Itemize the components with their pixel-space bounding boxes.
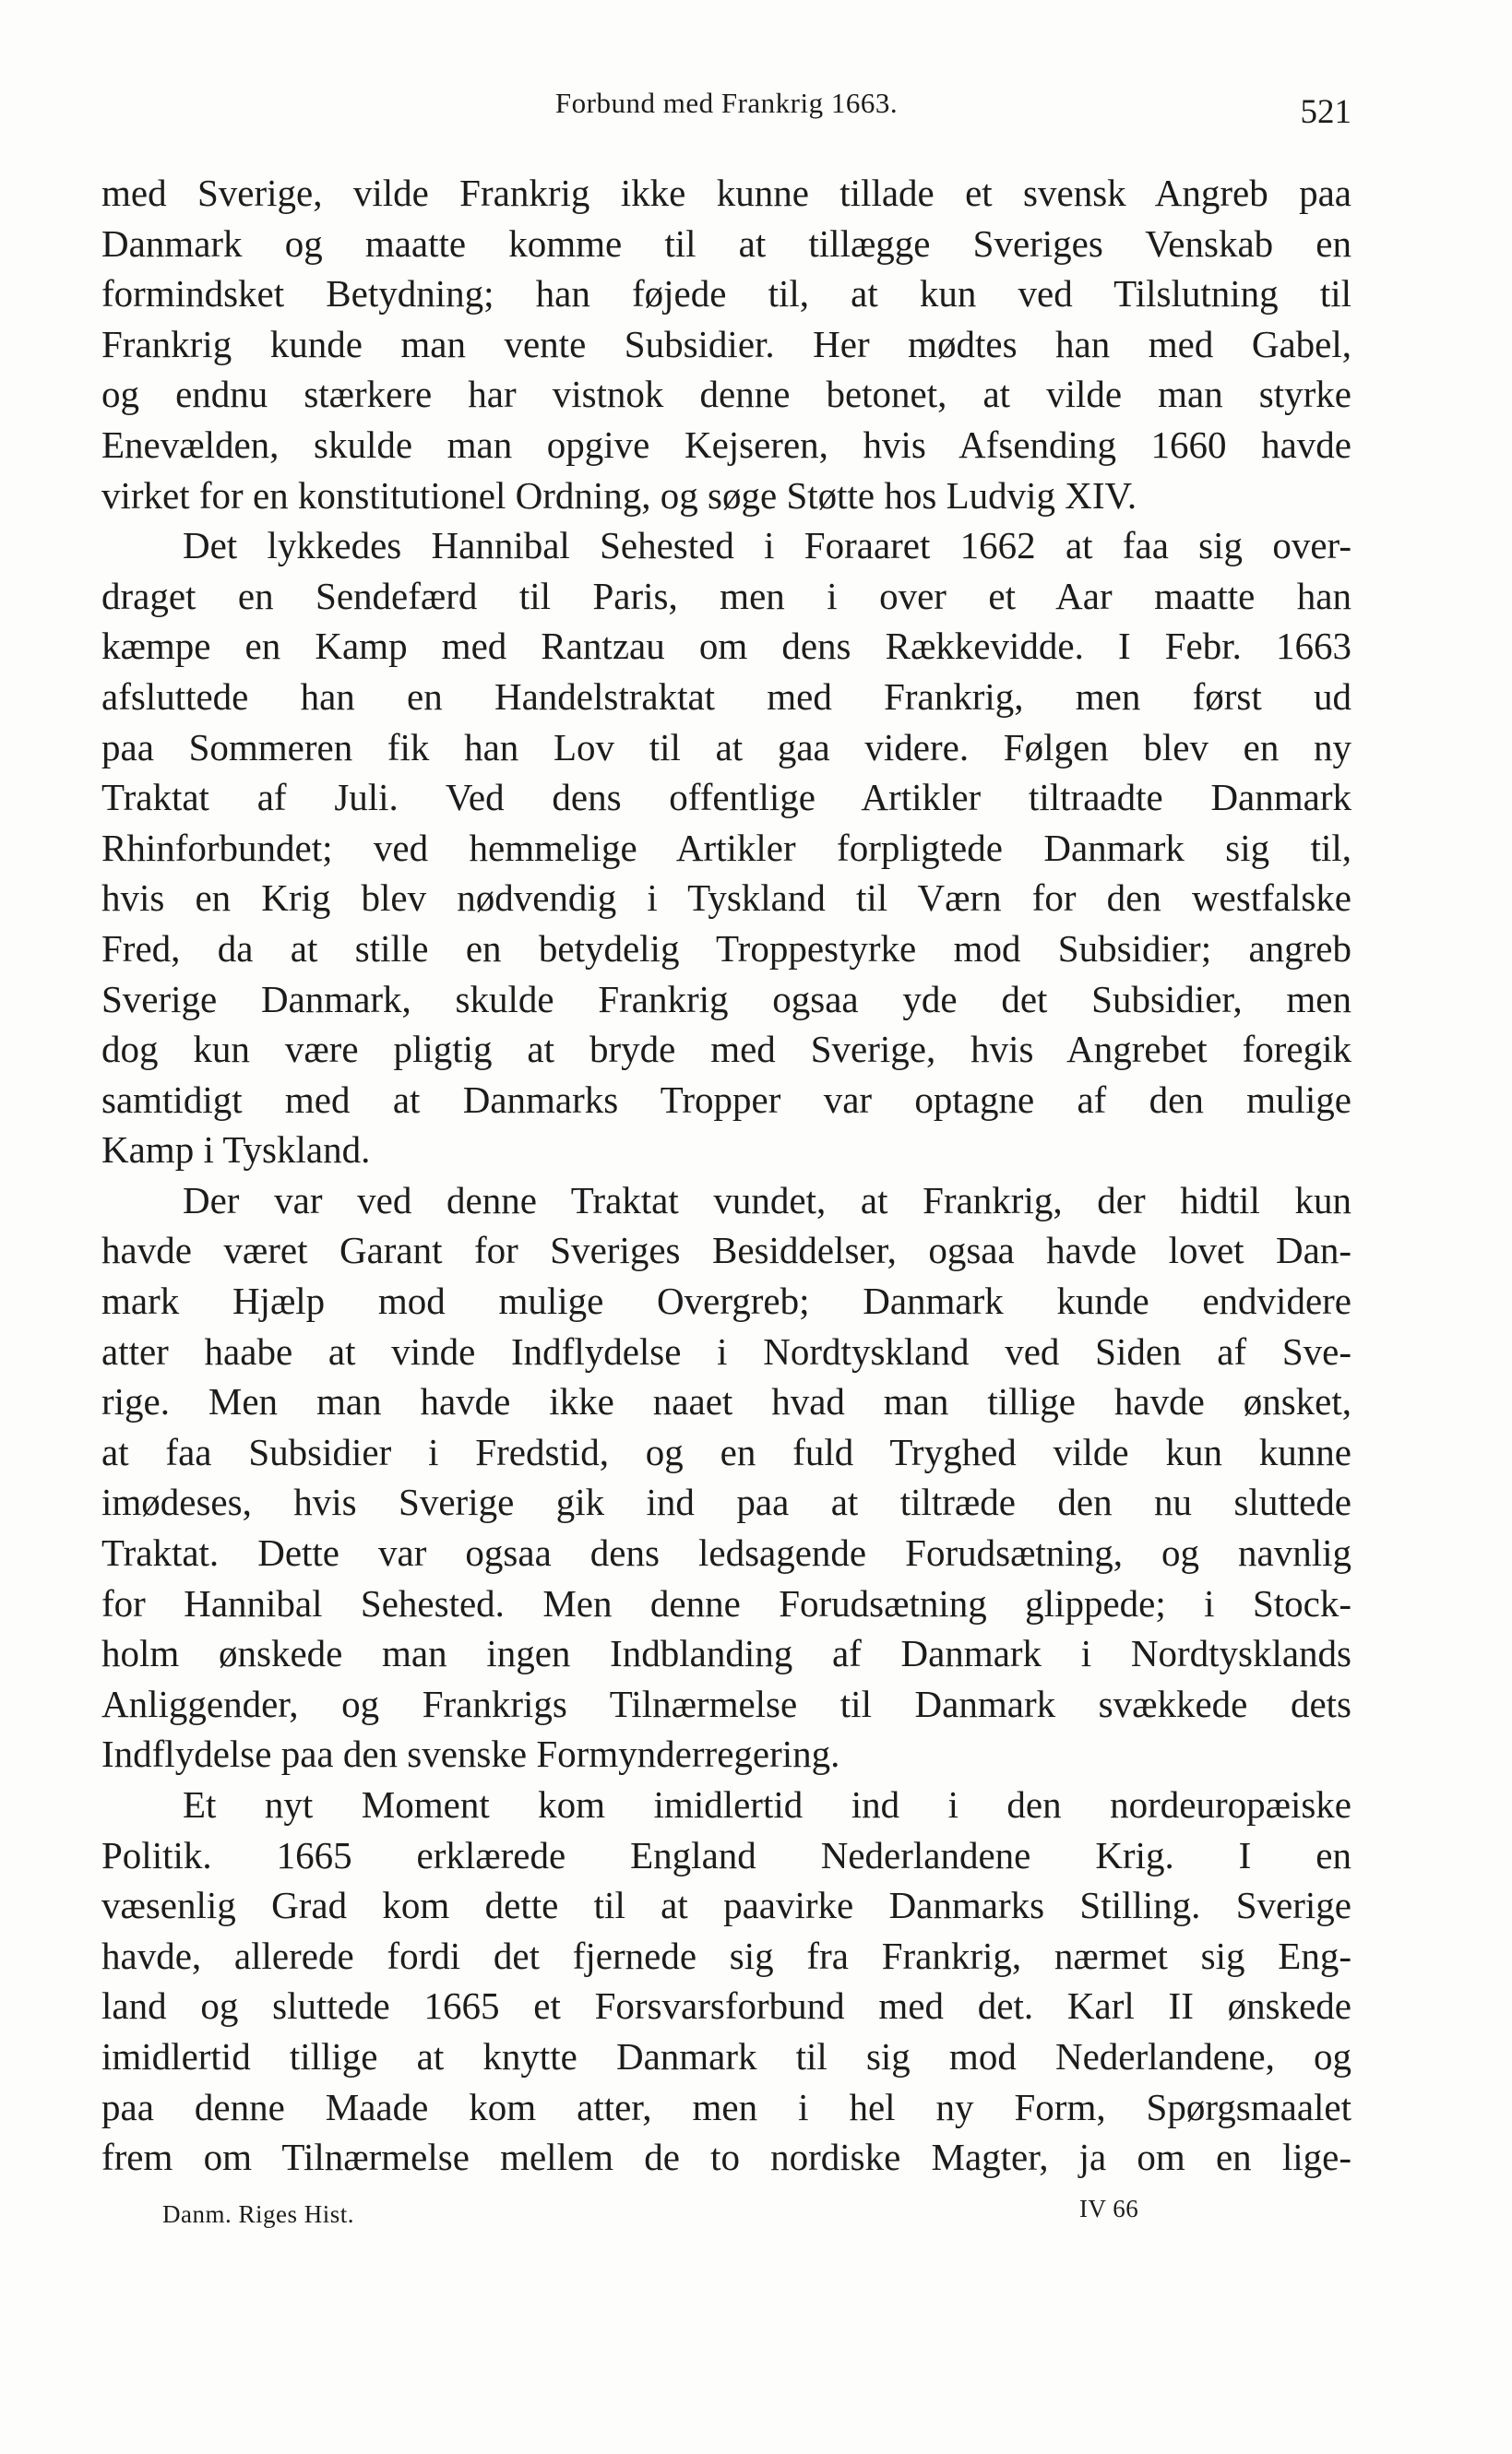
text-line: havde, allerede fordi det fjernede sig fra Frankrig, nærmet sig Eng- bbox=[101, 1934, 1351, 1977]
text-line: Anliggender, og Frankrigs Tilnærmelse til Danmark svækkede dets bbox=[101, 1682, 1351, 1725]
text-line: draget en Sendefærd til Paris, men i over et Aar maatte han bbox=[101, 574, 1351, 617]
text-line: mark Hjælp mod mulige Overgreb; Danmark kunde endvidere bbox=[101, 1280, 1351, 1323]
text-line: for Hannibal Sehested. Men denne Forudsætning glippede; i Stock- bbox=[101, 1581, 1351, 1625]
text-line: Danmark og maatte komme til at tillægge Sveriges Venskab en bbox=[101, 221, 1351, 265]
text-line: Det lykkedes Hannibal Sehested i Foraaret 1662 at faa sig over- bbox=[183, 524, 1351, 567]
text-line: Enevælden, skulde man opgive Kejseren, hvis Afsending 1660 havde bbox=[101, 423, 1351, 466]
running-title: Forbund med Frankrig 1663. bbox=[554, 87, 899, 119]
text-line: med Sverige, vilde Frankrig ikke kunne tillade et svensk Angreb paa bbox=[101, 172, 1351, 214]
text-line: land og sluttede 1665 et Forsvarsforbund med det. Karl II ønskede bbox=[101, 1984, 1351, 2028]
text-line: Sverige Danmark, skulde Frankrig ogsaa yde det Subsidier, men bbox=[101, 977, 1351, 1020]
text-line: virket for en konstitutionel Ordning, og søge Støtte hos Ludvig XIV. bbox=[101, 473, 1137, 517]
text-line: Kamp i Tyskland. bbox=[101, 1128, 371, 1172]
page-number: 521 bbox=[1300, 93, 1351, 131]
printer-signature: Danm. Riges Hist. bbox=[162, 2200, 354, 2228]
text-line: at faa Subsidier i Fredstid, og en fuld Tryghed vilde kun kunne bbox=[101, 1430, 1351, 1473]
text-line: frem om Tilnærmelse mellem de to nordiske Magter, ja om en lige- bbox=[101, 2136, 1351, 2179]
text-line: atter haabe at vinde Indflydelse i Nordtyskland ved Siden af Sve- bbox=[101, 1329, 1351, 1373]
running-head bbox=[101, 87, 1351, 133]
text-line: væsenlig Grad kom dette til at paavirke Danmarks Stilling. Sverige bbox=[101, 1884, 1351, 1927]
text-line: Traktat af Juli. Ved dens offentlige Artikler tiltraadte Danmark bbox=[101, 776, 1351, 819]
sheet-mark: IV 66 bbox=[1079, 2195, 1139, 2222]
text-line: Fred, da at stille en betydelig Troppestyrke mod Subsidier; angreb bbox=[101, 926, 1351, 970]
text-line: paa Sommeren fik han Lov til at gaa videre. Følgen blev en ny bbox=[101, 725, 1351, 768]
text-line: Rhinforbundet; ved hemmelige Artikler forpligtede Danmark sig til, bbox=[101, 826, 1351, 869]
text-line: kæmpe en Kamp med Rantzau om dens Rækkevidde. I Febr. 1663 bbox=[101, 625, 1351, 668]
text-line: Der var ved denne Traktat vundet, at Frankrig, der hidtil kun bbox=[183, 1178, 1351, 1221]
text-line: imødeses, hvis Sverige gik ind paa at tiltræde den nu sluttede bbox=[101, 1481, 1351, 1524]
text-line: paa denne Maade kom atter, men i hel ny Form, Spørgsmaalet bbox=[101, 2085, 1351, 2128]
text-line: Frankrig kunde man vente Subsidier. Her mødtes han med Gabel, bbox=[101, 322, 1351, 365]
text-line: Politik. 1665 erklærede England Nederlandene Krig. I en bbox=[101, 1833, 1351, 1876]
text-line: dog kun være pligtig at bryde med Sverige, hvis Angrebet foregik bbox=[101, 1028, 1351, 1071]
text-line: holm ønskede man ingen Indblanding af Danmark i Nordtysklands bbox=[101, 1632, 1351, 1675]
text-line: afsluttede han en Handelstraktat med Frankrig, men først ud bbox=[101, 674, 1351, 718]
text-line: formindsket Betydning; han føjede til, at kun ved Tilslutning til bbox=[101, 272, 1351, 316]
page-footer bbox=[162, 2195, 1177, 2237]
text-line: og endnu stærkere har vistnok denne betonet, at vilde man styrke bbox=[101, 373, 1351, 416]
text-line: Traktat. Dette var ogsaa dens ledsagende Forudsætning, og navnlig bbox=[101, 1531, 1351, 1575]
text-line: rige. Men man havde ikke naaet hvad man tillige havde ønsket, bbox=[101, 1380, 1351, 1424]
text-line: Et nyt Moment kom imidlertid ind i den nordeuropæiske bbox=[183, 1783, 1351, 1826]
text-line: hvis en Krig blev nødvendig i Tyskland til Værn for den westfalske bbox=[101, 876, 1351, 920]
text-line: samtidigt med at Danmarks Tropper var optagne af den mulige bbox=[101, 1078, 1351, 1121]
body-text bbox=[101, 168, 1351, 2183]
text-line: havde været Garant for Sveriges Besiddelser, ogsaa havde lovet Dan- bbox=[101, 1229, 1351, 1272]
text-line: Indflydelse paa den svenske Formynderregering. bbox=[101, 1733, 840, 1776]
text-line: imidlertid tillige at knytte Danmark til sig mod Nederlandene, og bbox=[101, 2034, 1351, 2078]
